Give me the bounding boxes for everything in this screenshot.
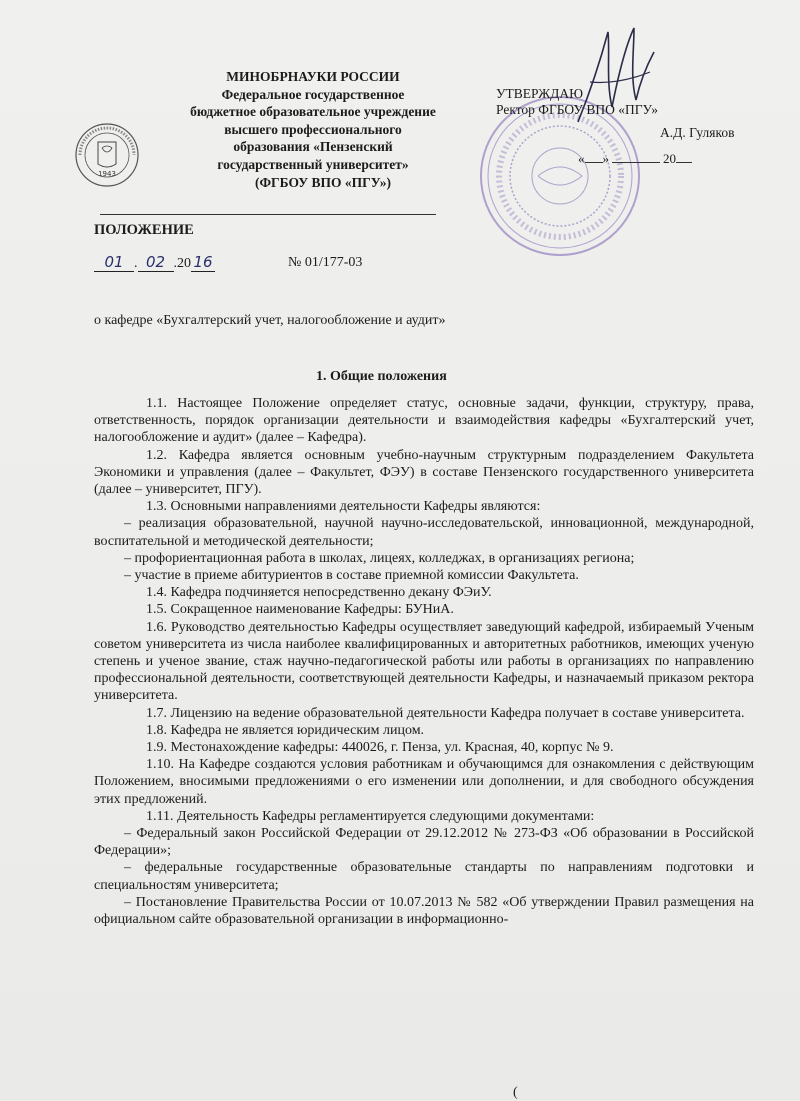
list-item: – федеральные государственные образовательные стандарты по направлениям подготовки и специальностям университета; <box>94 860 754 893</box>
date-day: 01 <box>94 253 134 272</box>
document-number: № 01/177-03 <box>288 255 363 270</box>
ministry-line: МИНОБРНАУКИ РОССИИ <box>226 69 400 84</box>
org-line-3: высшего профессионального <box>224 121 402 137</box>
org-abbreviation: (ФГБОУ ВПО «ПГУ») <box>254 174 392 190</box>
org-line-5: государственный университет» <box>217 156 409 172</box>
paragraph-1-6: 1.6. Руководство деятельностью Кафедры осуществляет заведующий кафедрой, избираемый Ученым советом университета из числа наиболее квалифицированных и авторитетных работников, имеющих ученую степень и ученое звание, стаж научно-педагогической работы или работы в организациях по направлению профессиональной деятельности, соответствующей деятельности Кафедры, и назначаемый приказом ректора университета. <box>94 619 754 704</box>
page-mark: ( <box>513 1085 518 1100</box>
document-title: ПОЛОЖЕНИЕ <box>94 222 194 238</box>
document-body <box>94 395 754 928</box>
approval-block <box>496 86 658 118</box>
paragraph-1-4: 1.4. Кафедра подчиняется непосредственно декану ФЭиУ. <box>146 585 492 601</box>
document-date <box>94 253 215 272</box>
paragraph-1-8: 1.8. Кафедра не является юридическим лицом. <box>146 722 425 738</box>
approval-label: УТВЕРЖДАЮ <box>496 86 584 101</box>
rector-name: А.Д. Гуляков <box>660 125 735 140</box>
org-line-4: образования «Пензенский <box>233 139 393 155</box>
header-divider <box>100 214 436 215</box>
paragraph-1-11: 1.11. Деятельность Кафедры регламентируется следующими документами: <box>146 808 595 824</box>
date-separator: . <box>134 256 138 271</box>
approval-date-open-quote: « <box>578 151 585 166</box>
seal-year: 1943 <box>98 170 116 178</box>
list-item: – участие в приеме абитуриентов в составе приемной комиссии Факультета. <box>124 568 579 584</box>
org-line-1: Федеральное государственное <box>221 86 405 102</box>
section-heading: 1. Общие положения <box>316 369 447 384</box>
list-item: – Постановление Правительства России от 10.07.2013 № 582 «Об утверждении Правил размещения на официальном сайте образовательной организации в информационно- <box>94 894 754 928</box>
paragraph-1-10: 1.10. На Кафедре создаются условия работникам и обучающимся для ознакомления с действующим Положением, вносимыми предложениями о его изменении или дополнении, и для свободного обсуждения этих предложений. <box>94 757 754 807</box>
list-item: – Федеральный закон Российской Федерации от 29.12.2012 № 273-ФЗ «Об образовании в Российской Федерации»; <box>94 826 754 859</box>
organization-header <box>148 68 478 191</box>
approval-date-close-quote: » <box>602 151 609 166</box>
paragraph-1-5: 1.5. Сокращенное наименование Кафедры: БУНиА. <box>146 602 454 618</box>
date-month: 02 <box>138 253 174 272</box>
date-year-prefix: .20 <box>173 256 191 271</box>
paragraph-1-9: 1.9. Местонахождение кафедры: 440026, г. Пенза, ул. Красная, 40, корпус № 9. <box>146 740 614 756</box>
org-line-2: бюджетное образовательное учреждение <box>190 104 436 120</box>
list-item: – реализация образовательной, научной научно-исследовательской, инновационной, международной, воспитательной и методической деятельности; <box>94 516 754 549</box>
paragraph-1-7: 1.7. Лицензию на ведение образовательной деятельности Кафедра получает в составе университета. <box>146 705 745 721</box>
list-item: – профориентационная работа в школах, лицеях, колледжах, в организациях региона; <box>124 550 635 566</box>
approval-date <box>578 151 692 167</box>
date-year-suffix: 16 <box>191 253 215 272</box>
approval-date-year: 20 <box>663 151 676 166</box>
rector-position: Ректор ФГБОУ ВПО «ПГУ» <box>496 102 658 117</box>
document-subject: о кафедре «Бухгалтерский учет, налогообложение и аудит» <box>94 313 446 328</box>
university-seal-icon <box>74 122 140 188</box>
paragraph-1-1: 1.1. Настоящее Положение определяет статус, основные задачи, функции, структуру, права, ответственность, порядок организации деятельности и взаимодействия кафедры «Бухгалтерский учет, налогообложение и аудит» (далее – Кафедра). <box>94 396 754 446</box>
paragraph-1-3: 1.3. Основными направлениями деятельности Кафедры являются: <box>146 499 541 515</box>
paragraph-1-2: 1.2. Кафедра является основным учебно-научным структурным подразделением Факультета Экономики и управления (далее – Факультет, ФЭУ) в составе Пензенского государственного университета (далее – университет, ПГУ). <box>94 447 754 498</box>
